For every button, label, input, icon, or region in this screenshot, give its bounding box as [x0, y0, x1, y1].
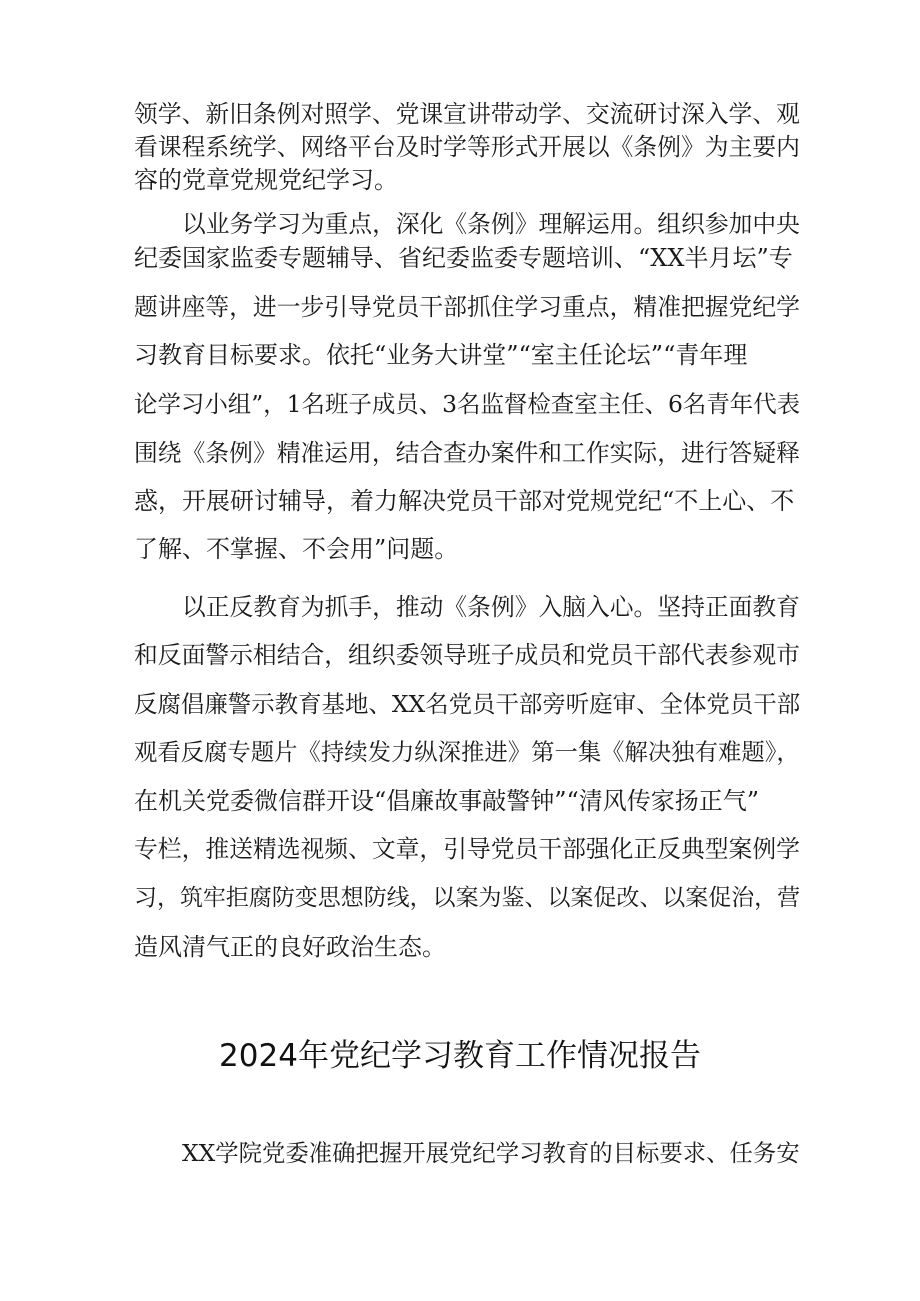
paragraph-line: 以业务学习为重点，深化《条例》理解运用。组织参加中央: [182, 210, 800, 238]
paragraph-line: 造风清气正的良好政治生态。: [134, 933, 446, 961]
paragraph-line: 和反面警示相结合，组织委领导班子成员和党员干部代表参观市: [134, 641, 800, 669]
paragraph-line: XX学院党委准确把握开展党纪学习教育的目标要求、任务安: [182, 1139, 800, 1167]
report-title: 2024年党纪学习教育工作情况报告: [219, 1038, 701, 1074]
paragraph-line: 看课程系统学、网络平台及时学等形式开展以《条例》为主要内: [134, 133, 800, 161]
paragraph-line: 反腐倡廉警示教育基地、XX名党员干部旁听庭审、全体党员干部: [134, 690, 801, 718]
paragraph-line: 领学、新旧条例对照学、党课宣讲带动学、交流研讨深入学、观: [134, 100, 800, 128]
paragraph-line: 专栏，推送精选视频、文章，引导党员干部强化正反典型案例学: [134, 835, 800, 863]
paragraph-line: 纪委国家监委专题辅导、省纪委监委专题培训、“XX半月坛”专: [134, 244, 793, 272]
paragraph-line: 围绕《条例》精准运用，结合查办案件和工作实际，进行答疑释: [134, 439, 800, 467]
paragraph-line: 习教育目标要求。依托“业务大讲堂”“室主任论坛”“青年理: [134, 341, 748, 369]
paragraph-line: 习，筑牢拒腐防变思想防线，以案为鉴、以案促改、以案促治，营: [134, 885, 801, 911]
paragraph-line: 以正反教育为抓手，推动《条例》入脑入心。坚持正面教育: [182, 593, 800, 621]
paragraph-line: 观看反腐专题片《持续发力纵深推进》第一集《解决独有难题》，: [134, 738, 800, 766]
paragraph-line: 惑，开展研讨辅导，着力解决党员干部对党规党纪“不上心、不: [134, 487, 795, 515]
paragraph-line: 论学习小组”，1名班子成员、3名监督检查室主任、6名青年代表: [134, 390, 801, 418]
paragraph-line: 在机关党委微信群开设“倡廉故事敲警钟”“清风传家扬正气”: [134, 787, 760, 815]
paragraph-line: 了解、不掌握、不会用”问题。: [134, 535, 459, 563]
paragraph-line: 容的党章党规党纪学习。: [134, 166, 398, 194]
paragraph-line: 题讲座等，进一步引导党员干部抓住学习重点，精准把握党纪学: [134, 293, 800, 321]
